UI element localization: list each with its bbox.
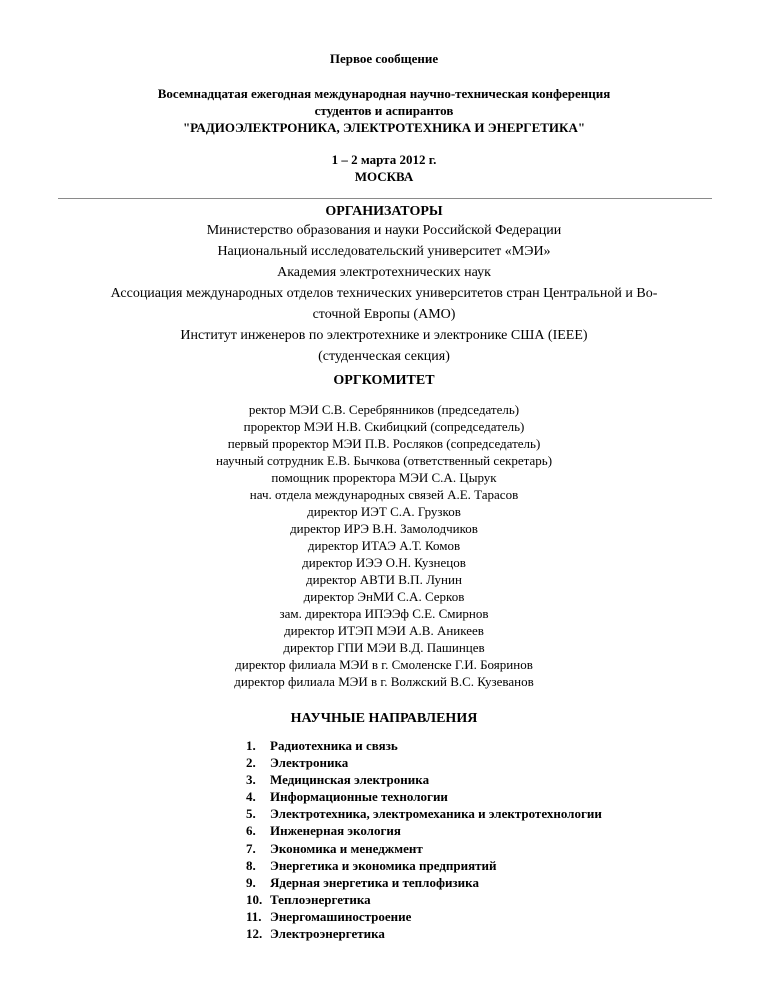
direction-number: 6. bbox=[246, 823, 256, 839]
organizers-heading: ОРГАНИЗАТОРЫ bbox=[325, 204, 443, 219]
direction-item bbox=[246, 891, 602, 908]
orgcommittee-member: директор филиала МЭИ в г. Волжский В.С. Кузеванов bbox=[234, 674, 534, 689]
conference-title-line: "РАДИОЭЛЕКТРОНИКА, ЭЛЕКТРОТЕХНИКА И ЭНЕРГЕТИКА" bbox=[182, 120, 586, 135]
orgcommittee-member: проректор МЭИ Н.В. Скибицкий (сопредседатель) bbox=[243, 419, 525, 434]
orgcommittee-member: ректор МЭИ С.В. Серебрянников (председатель) bbox=[248, 402, 520, 417]
organizer-line: Академия электротехнических наук bbox=[277, 265, 491, 280]
direction-label: Экономика и менеджмент bbox=[270, 840, 423, 856]
orgcommittee-member: помощник проректора МЭИ С.А. Цырук bbox=[271, 470, 497, 485]
organizer-item bbox=[0, 221, 768, 240]
direction-number: 8. bbox=[246, 857, 256, 873]
direction-label: Энергетика и экономика предприятий bbox=[270, 857, 497, 873]
direction-label: Электроэнергетика bbox=[270, 926, 385, 942]
direction-item bbox=[246, 874, 602, 891]
conference-title-line: Восемнадцатая ежегодная международная научно-техническая конференция bbox=[157, 86, 611, 101]
direction-item bbox=[246, 771, 602, 788]
direction-item bbox=[246, 908, 602, 925]
direction-number: 4. bbox=[246, 789, 256, 805]
direction-number: 9. bbox=[246, 874, 256, 890]
direction-label: Энергомашиностроение bbox=[270, 908, 412, 924]
organizers-list bbox=[0, 221, 768, 368]
organizer-line: Министерство образования и науки Российской Федерации bbox=[206, 223, 562, 238]
direction-item bbox=[246, 754, 602, 771]
organizer-line: (студенческая секция) bbox=[318, 349, 450, 364]
orgcommittee-heading: ОРГКОМИТЕТ bbox=[333, 373, 435, 388]
conference-city: МОСКВА bbox=[354, 169, 414, 184]
conference-title-line: студентов и аспирантов bbox=[314, 103, 454, 118]
direction-item bbox=[246, 805, 602, 822]
direction-label: Электроника bbox=[270, 755, 349, 771]
orgcommittee-member: зам. директора ИПЭЭф С.Е. Смирнов bbox=[279, 606, 489, 621]
orgcommittee-list bbox=[0, 401, 768, 690]
direction-item bbox=[246, 857, 602, 874]
organizer-item bbox=[0, 263, 768, 282]
organizer-item bbox=[0, 326, 768, 366]
direction-item bbox=[246, 840, 602, 857]
orgcommittee-member: директор ГПИ МЭИ В.Д. Пашинцев bbox=[283, 640, 485, 655]
direction-item bbox=[246, 737, 602, 754]
orgcommittee-member: директор ИЭЭ О.Н. Кузнецов bbox=[302, 555, 466, 570]
orgcommittee-member: директор АВТИ В.П. Лунин bbox=[306, 572, 462, 587]
orgcommittee-member: директор филиала МЭИ в г. Смоленске Г.И. Бояринов bbox=[235, 657, 533, 672]
organizer-item bbox=[0, 242, 768, 261]
organizer-line: Национальный исследовательский университет «МЭИ» bbox=[217, 244, 551, 259]
direction-number: 1. bbox=[246, 738, 256, 753]
direction-number: 12. bbox=[246, 926, 263, 942]
organizer-item bbox=[0, 284, 768, 324]
orgcommittee-member: директор ИЭТ С.А. Грузков bbox=[307, 504, 461, 519]
conference-title bbox=[0, 85, 768, 136]
horizontal-divider bbox=[58, 198, 712, 199]
orgcommittee-member: директор ИРЭ В.Н. Замолодчиков bbox=[290, 521, 478, 536]
conference-dates: 1 – 2 марта 2012 г. bbox=[331, 152, 437, 167]
direction-label: Радиотехника и связь bbox=[270, 738, 398, 753]
direction-item bbox=[246, 925, 602, 942]
direction-item bbox=[246, 822, 602, 839]
orgcommittee-member: нач. отдела международных связей А.Е. Тарасов bbox=[249, 487, 519, 502]
scientific-directions-list bbox=[246, 737, 602, 942]
scientific-directions-heading: НАУЧНЫЕ НАПРАВЛЕНИЯ bbox=[290, 711, 478, 726]
orgcommittee-member: директор ЭнМИ С.А. Серков bbox=[303, 589, 465, 604]
direction-item bbox=[246, 788, 602, 805]
orgcommittee-member: директор ИТЭП МЭИ А.В. Аникеев bbox=[284, 623, 484, 638]
orgcommittee-member: научный сотрудник Е.В. Бычкова (ответственный секретарь) bbox=[215, 453, 553, 468]
direction-number: 5. bbox=[246, 806, 256, 822]
direction-number: 10. bbox=[246, 891, 263, 907]
orgcommittee-member: директор ИТАЭ А.Т. Комов bbox=[307, 538, 461, 553]
orgcommittee-member: первый проректор МЭИ П.В. Росляков (сопредседатель) bbox=[227, 436, 541, 451]
direction-label: Информационные технологии bbox=[270, 789, 448, 805]
direction-label: Инженерная экология bbox=[270, 823, 401, 839]
direction-number: 3. bbox=[246, 772, 256, 788]
direction-number: 2. bbox=[246, 755, 256, 771]
direction-label: Ядерная энергетика и теплофизика bbox=[270, 874, 479, 890]
organizer-line: Ассоциация международных отделов технических университетов стран Центральной и Во- bbox=[110, 286, 658, 301]
direction-label: Медицинская электроника bbox=[270, 772, 430, 788]
first-message-heading: Первое сообщение bbox=[329, 51, 439, 66]
direction-number: 11. bbox=[246, 908, 262, 924]
direction-label: Теплоэнергетика bbox=[270, 891, 371, 907]
direction-label: Электротехника, электромеханика и электротехнологии bbox=[270, 806, 602, 822]
organizer-line: сточной Европы (АМО) bbox=[312, 307, 456, 322]
direction-number: 7. bbox=[246, 840, 256, 856]
conference-dates-block bbox=[0, 151, 768, 185]
organizer-line: Институт инженеров по электротехнике и электронике США (IEEE) bbox=[180, 328, 588, 343]
